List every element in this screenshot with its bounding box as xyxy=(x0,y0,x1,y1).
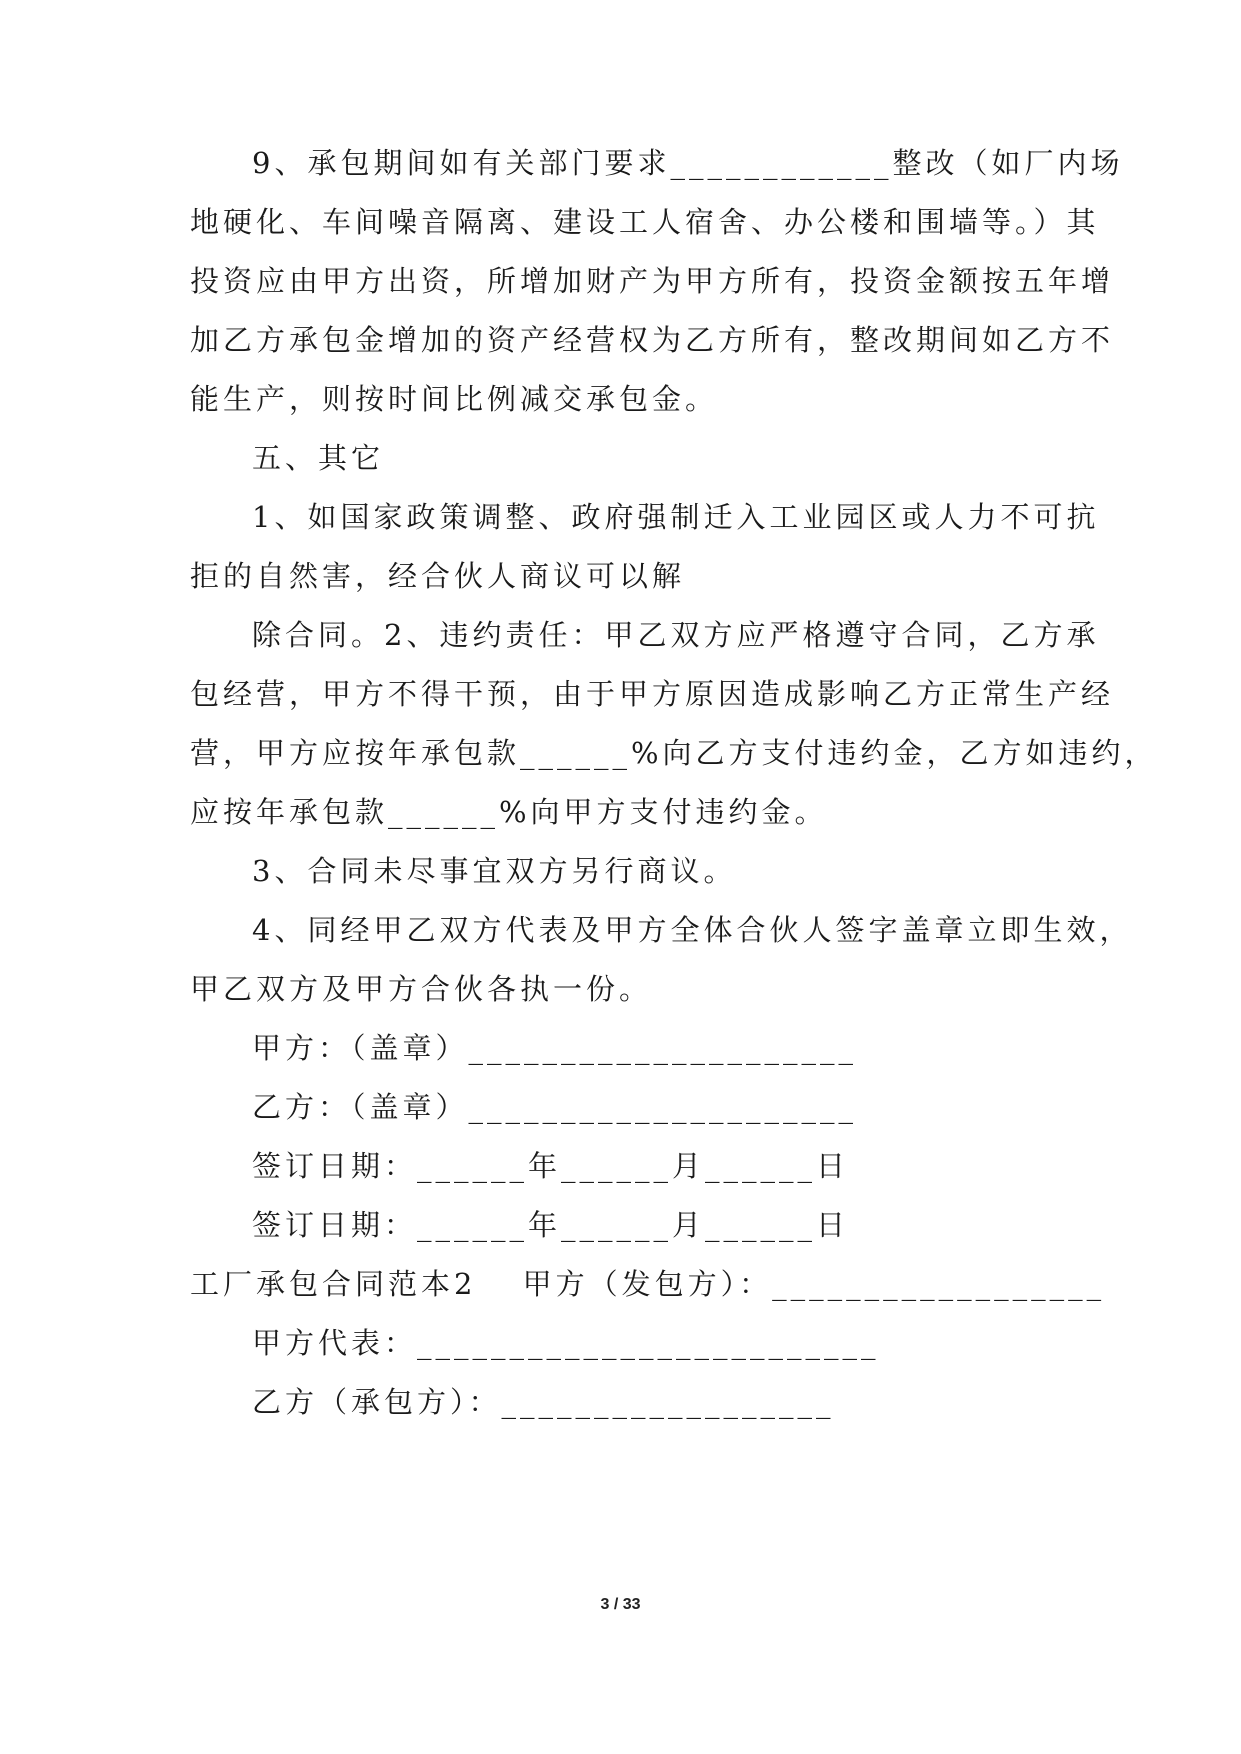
page-number: 3 / 33 xyxy=(600,1596,641,1613)
paragraph-line: 除合同。2、违约责任：甲乙双方应严格遵守合同，乙方承 xyxy=(252,618,1100,652)
signing-date-line: 签订日期：______年______月______日 xyxy=(252,1149,850,1183)
paragraph-line: 营，甲方应按年承包款______%向乙方支付违约金，乙方如违约， xyxy=(190,736,1158,770)
paragraph-line: 能生产，则按时间比例减交承包金。 xyxy=(190,382,719,416)
paragraph-line: 3、合同未尽事宜双方另行商议。 xyxy=(252,854,737,888)
paragraph-line: 甲乙双方及甲方合伙各执一份。 xyxy=(190,972,653,1006)
section-heading: 五、其它 xyxy=(252,441,385,475)
paragraph-line: 地硬化、车间噪音隔离、建设工人宿舍、办公楼和围墙等。）其 xyxy=(190,205,1100,239)
paragraph-line: 投资应由甲方出资，所增加财产为甲方所有，投资金额按五年增 xyxy=(190,264,1115,298)
contract-template-heading: 工厂承包合同范本2 甲方（发包方）：__________________ xyxy=(190,1267,1106,1301)
signing-date-line: 签订日期：______年______月______日 xyxy=(252,1208,850,1242)
signature-line-party-b: 乙方：（盖章）_____________________ xyxy=(252,1090,858,1124)
paragraph-line: 9、承包期间如有关部门要求____________整改（如厂内场 xyxy=(252,146,1124,180)
paragraph-line: 拒的自然害，经合伙人商议可以解 xyxy=(190,559,686,593)
paragraph-line: 加乙方承包金增加的资产经营权为乙方所有，整改期间如乙方不 xyxy=(190,323,1115,357)
signature-line-party-a: 甲方：（盖章）_____________________ xyxy=(252,1031,858,1065)
party-b-contractor-line: 乙方（承包方）：__________________ xyxy=(252,1385,835,1419)
paragraph-line: 1、如国家政策调整、政府强制迁入工业园区或人力不可抗 xyxy=(252,500,1100,534)
party-a-representative-line: 甲方代表：_________________________ xyxy=(252,1326,880,1360)
paragraph-line: 4、同经甲乙双方代表及甲方全体合伙人签字盖章立即生效， xyxy=(252,913,1133,947)
paragraph-line: 应按年承包款______%向甲方支付违约金。 xyxy=(190,795,828,829)
paragraph-line: 包经营，甲方不得干预，由于甲方原因造成影响乙方正常生产经 xyxy=(190,677,1115,711)
